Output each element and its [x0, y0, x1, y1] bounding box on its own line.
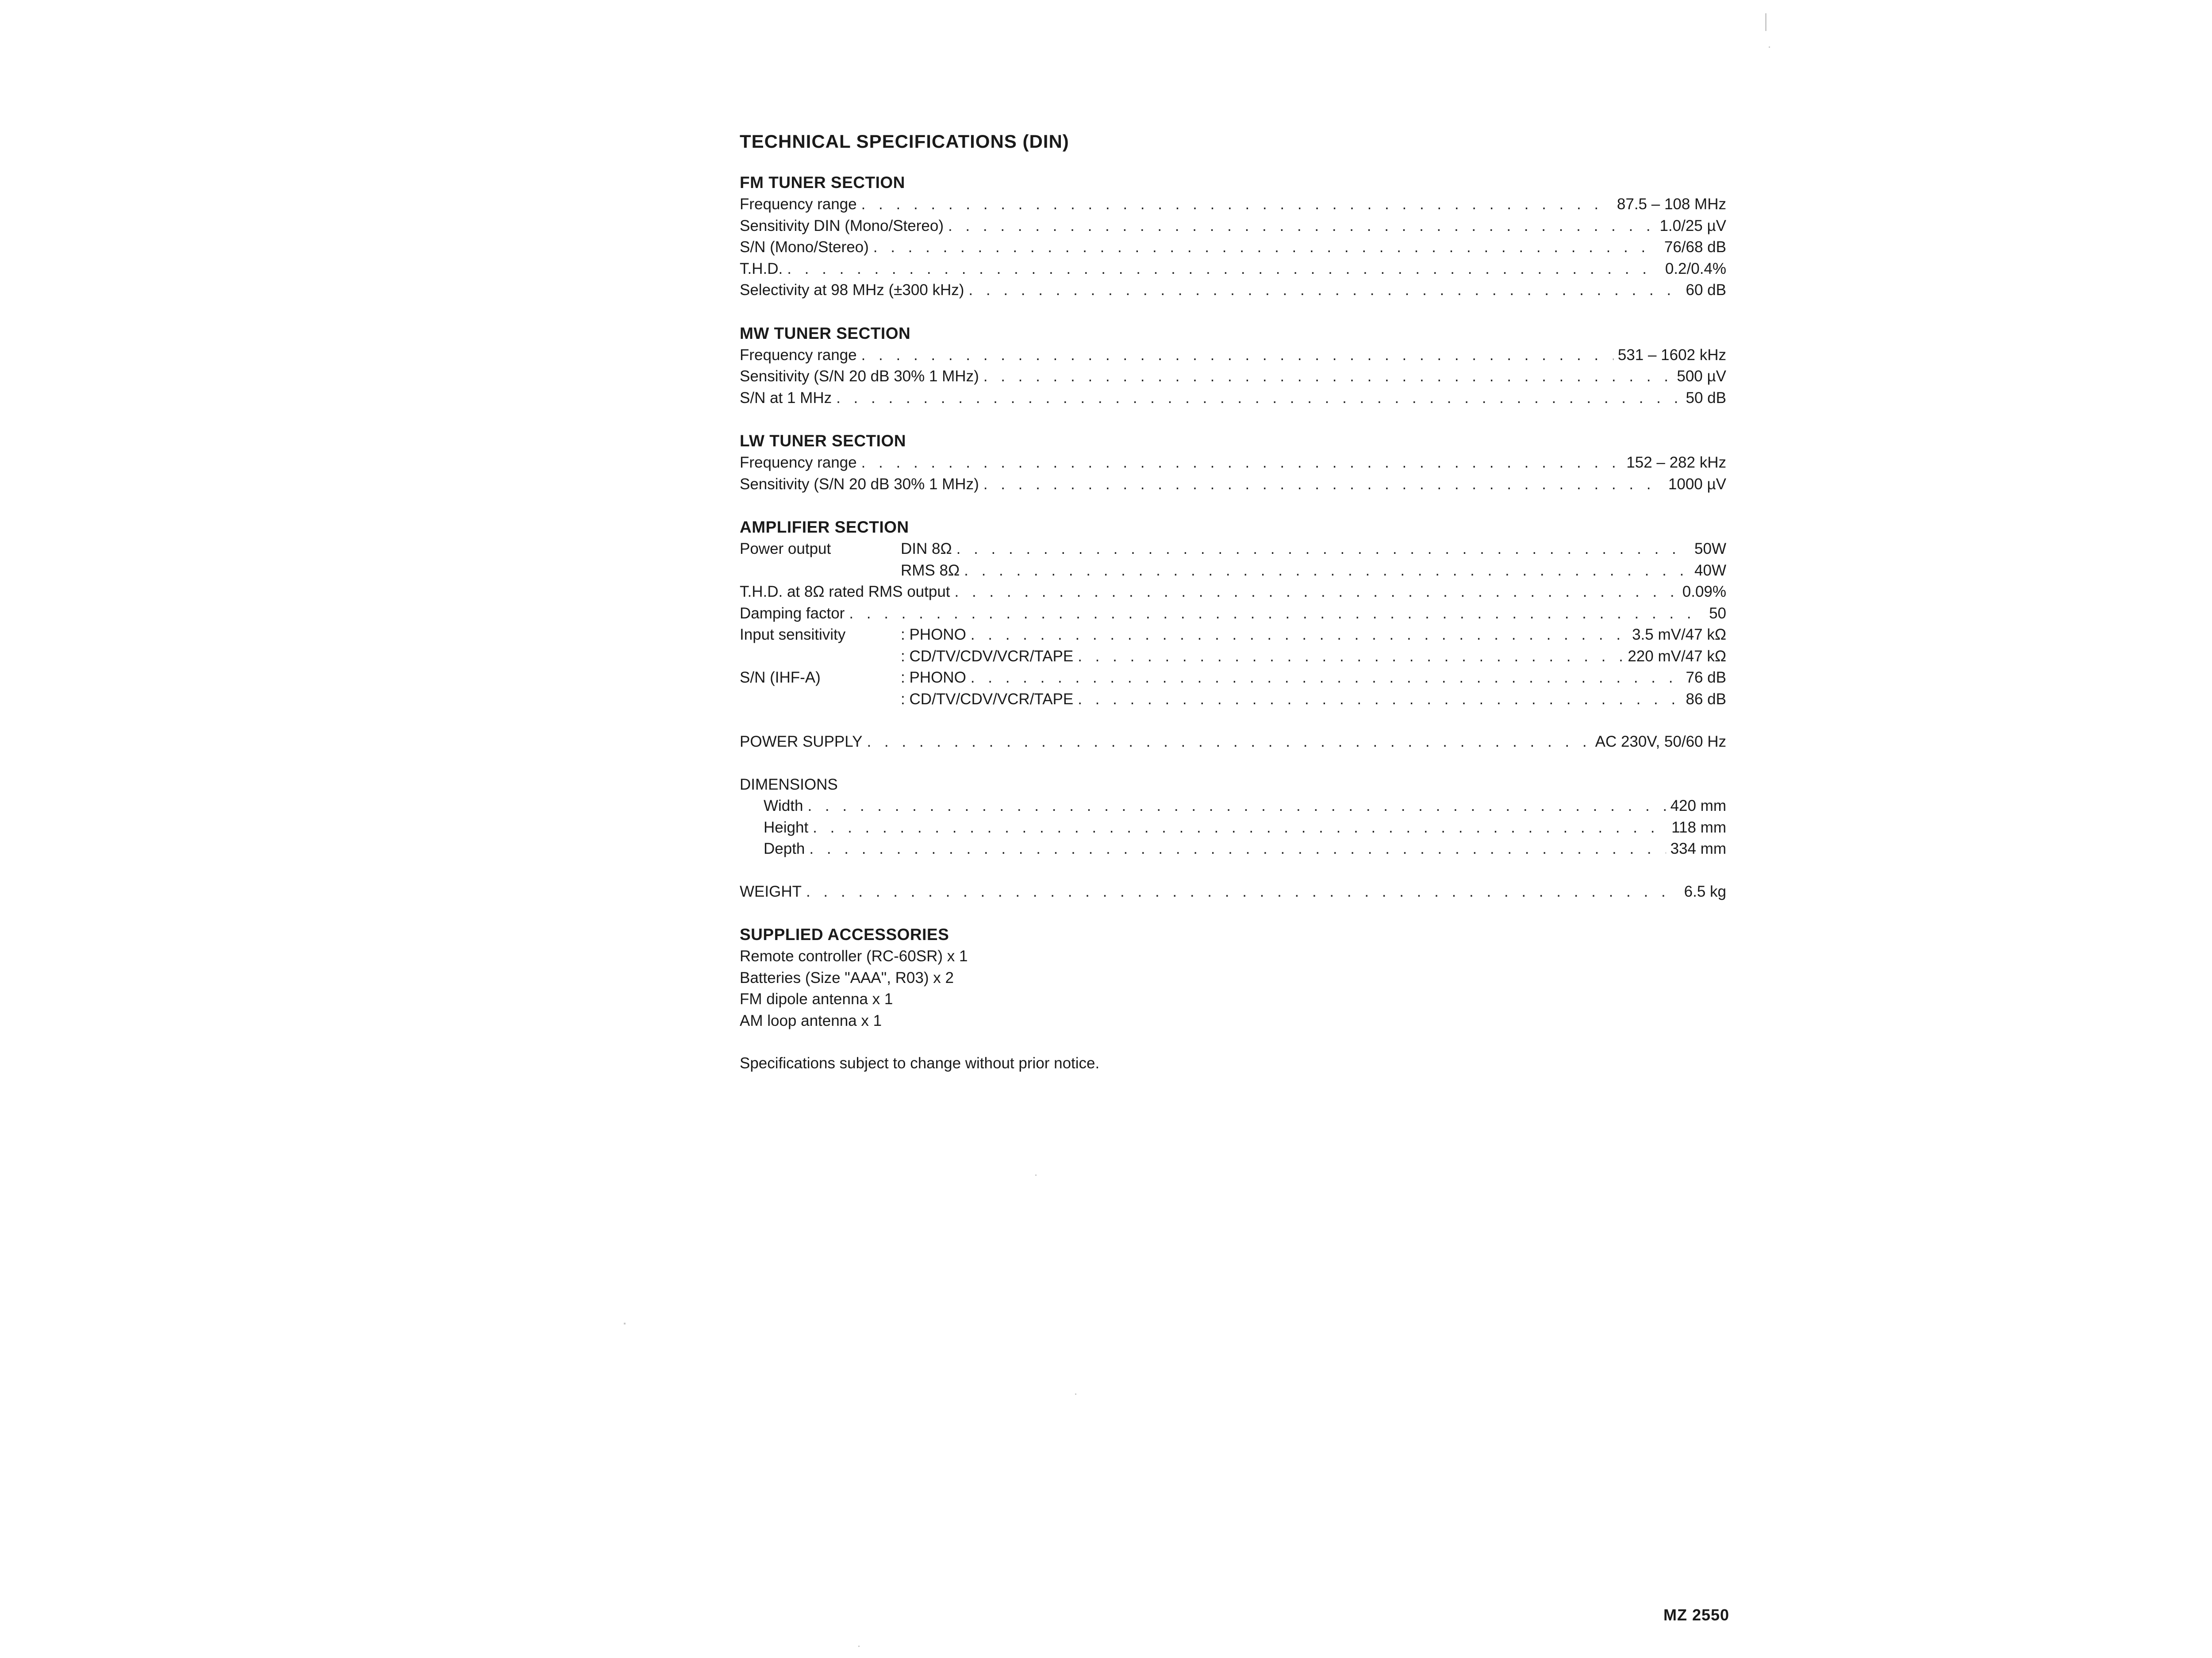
spec-label: Depth: [764, 840, 805, 857]
dot-leader: [861, 194, 1613, 215]
spec-row: [740, 280, 1726, 301]
section-heading: FM TUNER SECTION: [740, 173, 905, 192]
spec-row: [740, 817, 1726, 839]
dot-leader: [861, 345, 1613, 366]
spec-label: S/N (IHF-A): [740, 669, 821, 686]
spec-row: [740, 689, 1726, 710]
spec-value: 0.2/0.4%: [1665, 260, 1726, 277]
list-item: Remote controller (RC-60SR) x 1: [740, 948, 968, 965]
dot-leader: [983, 474, 1664, 495]
spec-label: T.H.D. at 8Ω rated RMS output: [740, 583, 950, 600]
dot-leader: [806, 881, 1680, 903]
scan-speck: [1765, 13, 1767, 31]
spec-label: WEIGHT: [740, 883, 802, 900]
spec-label: Power output: [740, 540, 831, 557]
spec-label: Sensitivity (S/N 20 dB 30% 1 MHz): [740, 475, 979, 493]
spec-value: 500 µV: [1677, 368, 1726, 385]
spec-label: Height: [764, 818, 809, 836]
spec-label: POWER SUPPLY: [740, 733, 863, 750]
section-heading: MW TUNER SECTION: [740, 324, 911, 342]
spec-sublabel: RMS 8Ω: [901, 561, 960, 579]
document-title: TECHNICAL SPECIFICATIONS (DIN): [740, 131, 1069, 152]
spec-sublabel: DIN 8Ω: [901, 540, 952, 557]
dot-leader: [807, 795, 1666, 817]
weight-section: [740, 881, 1726, 903]
accessories-section: [740, 924, 1726, 1032]
dot-leader: [787, 258, 1661, 280]
spec-row: [740, 538, 1726, 560]
dot-leader: [948, 215, 1655, 237]
scan-speck: [1035, 1174, 1037, 1176]
list-item: FM dipole antenna x 1: [740, 990, 893, 1008]
spec-label: Sensitivity DIN (Mono/Stereo): [740, 217, 944, 234]
spec-label: Frequency range: [740, 196, 857, 213]
spec-row: [740, 795, 1726, 817]
dot-leader: [971, 667, 1682, 689]
spec-row: [740, 731, 1726, 753]
dot-leader: [873, 237, 1660, 258]
dot-leader: [964, 560, 1690, 582]
spec-row: [740, 452, 1726, 474]
spec-row: [740, 258, 1726, 280]
dot-leader: [861, 452, 1622, 474]
spec-sublabel: : PHONO: [901, 626, 966, 643]
spec-value: 50: [1709, 604, 1726, 622]
dot-leader: [849, 603, 1705, 625]
spec-value: 76 dB: [1686, 669, 1726, 686]
spec-row: [740, 560, 1726, 582]
dot-leader: [956, 538, 1690, 560]
spec-label: Input sensitivity: [740, 626, 846, 643]
dot-leader: [836, 388, 1681, 409]
section-heading: LW TUNER SECTION: [740, 432, 906, 450]
scan-speck: [624, 1323, 626, 1324]
spec-value: 220 mV/47 kΩ: [1628, 647, 1726, 665]
spec-sublabel: : PHONO: [901, 669, 966, 686]
spec-label: Width: [764, 797, 803, 814]
spec-value: 76/68 dB: [1664, 238, 1726, 256]
spec-row: [740, 194, 1726, 215]
spec-row: [740, 881, 1726, 903]
amplifier-section: [740, 516, 1726, 710]
spec-value: 50W: [1694, 540, 1726, 557]
spec-label: Selectivity at 98 MHz (±300 kHz): [740, 281, 964, 299]
spec-label: S/N at 1 MHz: [740, 389, 832, 407]
scan-speck: [1769, 46, 1770, 48]
model-number: MZ 2550: [1663, 1606, 1730, 1624]
spec-row: [740, 624, 1726, 646]
spec-value: 86 dB: [1686, 690, 1726, 708]
spec-value: 40W: [1694, 561, 1726, 579]
spec-row: [740, 474, 1726, 495]
dot-leader: [809, 838, 1666, 860]
spec-row: [740, 237, 1726, 258]
spec-value: 531 – 1602 kHz: [1617, 346, 1726, 364]
section-heading: SUPPLIED ACCESSORIES: [740, 925, 949, 944]
dimensions-section: [740, 774, 1726, 860]
spec-sublabel: : CD/TV/CDV/VCR/TAPE: [901, 647, 1074, 665]
spec-row: [740, 646, 1726, 668]
dot-leader: [1078, 646, 1623, 668]
dot-leader: [983, 366, 1673, 388]
fm-tuner-section: [740, 172, 1726, 301]
spec-value: 152 – 282 kHz: [1626, 454, 1726, 471]
spec-row: [740, 581, 1726, 603]
spec-row: [740, 366, 1726, 388]
spec-row: [740, 667, 1726, 689]
spec-label: Sensitivity (S/N 20 dB 30% 1 MHz): [740, 368, 979, 385]
power-supply-section: [740, 731, 1726, 753]
spec-sublabel: : CD/TV/CDV/VCR/TAPE: [901, 690, 1074, 708]
mw-tuner-section: [740, 322, 1726, 409]
spec-value: AC 230V, 50/60 Hz: [1595, 733, 1726, 750]
spec-document: [740, 128, 1726, 1075]
dot-leader: [813, 817, 1667, 839]
scan-speck: [858, 1646, 860, 1647]
spec-value: 1000 µV: [1668, 475, 1726, 493]
spec-value: 334 mm: [1670, 840, 1726, 857]
spec-row: [740, 838, 1726, 860]
spec-label: Damping factor: [740, 604, 845, 622]
spec-value: 0.09%: [1682, 583, 1726, 600]
spec-row: [740, 388, 1726, 409]
spec-label: S/N (Mono/Stereo): [740, 238, 869, 256]
lw-tuner-section: [740, 430, 1726, 495]
spec-value: 50 dB: [1686, 389, 1726, 407]
spec-value: 87.5 – 108 MHz: [1617, 196, 1726, 213]
section-heading: DIMENSIONS: [740, 775, 838, 793]
scan-speck: [1075, 1393, 1076, 1395]
spec-value: 118 mm: [1671, 818, 1726, 836]
spec-row: [740, 215, 1726, 237]
spec-value: 60 dB: [1686, 281, 1726, 299]
spec-value: 420 mm: [1670, 797, 1726, 814]
spec-label: Frequency range: [740, 346, 857, 364]
dot-leader: [867, 731, 1590, 753]
dot-leader: [968, 280, 1681, 301]
spec-value: 6.5 kg: [1684, 883, 1726, 900]
spec-label: T.H.D.: [740, 260, 783, 277]
list-item: AM loop antenna x 1: [740, 1012, 882, 1029]
section-heading: AMPLIFIER SECTION: [740, 518, 909, 536]
list-item: Batteries (Size "AAA", R03) x 2: [740, 969, 954, 986]
spec-row: [740, 603, 1726, 625]
dot-leader: [1078, 689, 1681, 710]
dot-leader: [955, 581, 1678, 603]
spec-value: 1.0/25 µV: [1659, 217, 1726, 234]
spec-row: [740, 345, 1726, 366]
spec-label: Frequency range: [740, 454, 857, 471]
dot-leader: [971, 624, 1628, 646]
spec-value: 3.5 mV/47 kΩ: [1632, 626, 1726, 643]
change-notice: Specifications subject to change without prior notice.: [740, 1055, 1100, 1072]
